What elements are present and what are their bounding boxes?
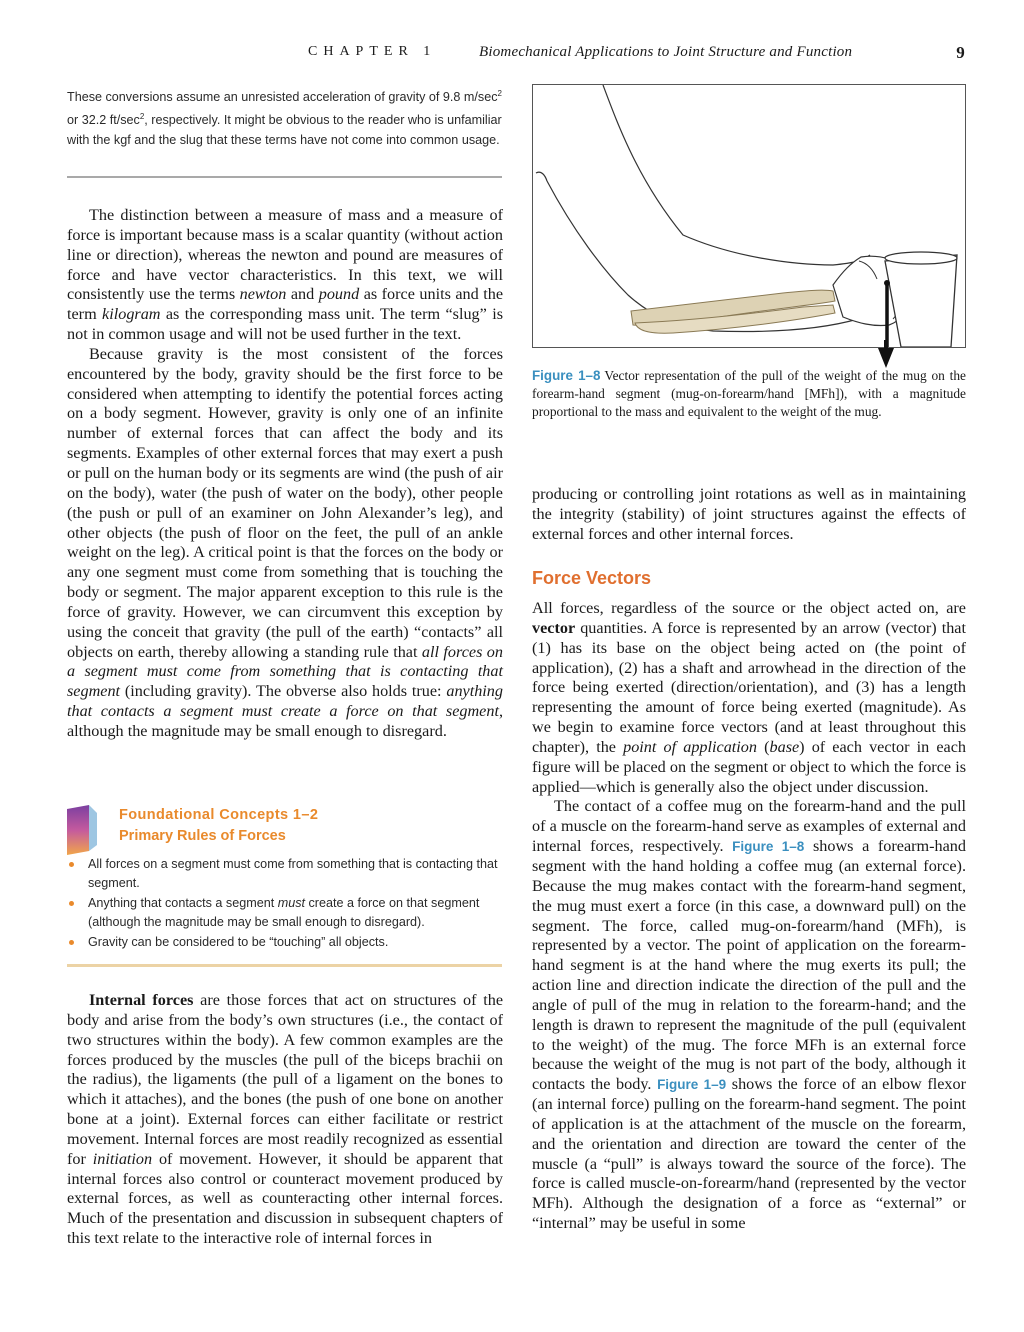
mug-rim [885, 252, 957, 264]
page-number: 9 [956, 43, 965, 62]
mug-body [885, 255, 957, 347]
note-text: , respectively. It might be obvious to the reader who is unfamiliar with the kgf and the slug that these terms have not come into common usage. [67, 113, 502, 148]
conversion-note [67, 84, 503, 150]
term-newton: newton [239, 285, 287, 304]
left-column-text [67, 206, 503, 742]
arm-upper-outline [603, 85, 870, 265]
section-heading-force-vectors: Force Vectors [532, 568, 652, 588]
list-item-text: All forces on a segment must come from something that is contacting that segment. [88, 857, 498, 891]
figure-label: Figure 1–8 [532, 368, 601, 383]
text-run: ) of each vector in each figure will be placed on the segment or object to which the force is applied—which is generally also the object under discussion. [532, 737, 967, 796]
paragraph-gravity [67, 345, 503, 742]
box-title: Foundational Concepts 1–2 [119, 807, 319, 823]
text-run: Because gravity is the most consistent of the forces encountered by the body, gravity should be the first force to be considered when attempting to identify the potential forces acting on a body segment. However, gravity is only one of an infinite number of external forces that can affect the body and its segments. Examples of other external forces that may exert a push or pull on the human body or its segments are wind (the push of air on the body), water (the push of water on the body), other people (the push or pull of an examiner on John Alexander’s leg), and other objects (the push of floor on the feet, the pull of an ankle weight on the leg). A critical point is that the forces on the body or any one segment must come from something that is touching the body or segment. The major apparent exception to this rule is the force of gravity. However, we can circumvent this exception by using the conceit that gravity (the pull of the earth) “contacts” all objects on earth, thereby allowing a standing rule that [67, 344, 503, 661]
paragraph-vector-definition [532, 599, 966, 797]
text-run: quantities. A force is represented by an arrow (vector) that (1) has its base on the object being acted on (the point of application), (2) has a shaft and arrowhead in the direction of the force being exerted (direction/orientation), and (3) has a length representing the amount of force being exerted (magnitude). As we begin to examine force vectors (and at least throughout this chapter), the [532, 618, 966, 756]
right-column-main-text [532, 599, 966, 1234]
text-run: are those forces that act on structures of the body and arise from the body’s own structures (i.e., the contact of two structures within the body). A few common examples are the forces produced by the muscles (the pull of the biceps brachii on the radius), the ligaments (the pull of a ligament on the bones to which it attaches), and the bones (the push of one bone on another bone at a joint). External forces can either facilitate or restrict movement. Internal forces are most readily recognized as essential for [67, 991, 503, 1168]
paragraph-internal-forces [67, 991, 503, 1249]
forearm-mug-illustration [533, 85, 965, 347]
figure-1-8-link[interactable]: Figure 1–8 [732, 839, 805, 855]
note-text: or 32.2 ft/sec [67, 113, 140, 128]
left-column-text-continued [67, 991, 503, 1249]
text-run: shows the force of an elbow flexor (an internal force) pulling on the forearm-hand segment. The point of application is at the attachment of the muscle on the forearm, and the orientation and direction are toward the center of the muscle (a “pull” is always toward the source of the force). The force is called muscle-on-forearm/hand (represented by the vector MFh). Although the designation of a force as “external” or “internal” may be useful in some [532, 1075, 966, 1233]
list-item [67, 855, 503, 894]
term-kilogram: kilogram [102, 305, 161, 324]
term-pound: pound [318, 285, 360, 304]
point-of-application [884, 280, 890, 286]
caption-text: Vector representation of the pull of the weight of the mug on the forearm-hand segment (mug-on-forearm/hand [MFh]), with a magnitude proportional to the mass and equivalent to the weight of the mug. [532, 368, 966, 419]
force-vector-shaft-extension [884, 340, 888, 350]
list-item [67, 894, 503, 933]
text-run: as the corresponding mass unit. The term “slug” is not in common usage and will not be used further in the text. [67, 305, 503, 344]
text-run: (including gravity). The obverse also holds true: [120, 682, 447, 701]
text-run: All forces, regardless of the source or the object acted on, are [532, 599, 966, 617]
paragraph-continued: producing or controlling joint rotations as well as in maintaining the integrity (stability) of joint structures against the effects of external forces and other internal forces. [532, 485, 966, 543]
rules-list [67, 855, 503, 952]
list-item-text: create a force on that segment (although the magnitude may be small enough to disregard). [88, 895, 480, 930]
note-superscript: 2 [497, 89, 502, 98]
list-item-emphasis: must [277, 895, 306, 910]
figure-1-9-link[interactable]: Figure 1–9 [657, 1077, 727, 1093]
right-column-text [532, 485, 966, 545]
figure-1-8 [532, 84, 966, 348]
book-icon [67, 805, 97, 855]
term-vector: vector [532, 618, 576, 637]
text-run: ( [756, 737, 770, 756]
figure-caption [532, 367, 966, 420]
text-run: as force units and the term [67, 285, 504, 324]
emphasis-rule: all forces on a segment must come from something that is contacting that segment [67, 642, 503, 701]
note-divider [67, 176, 502, 178]
list-item [67, 933, 503, 952]
box-subtitle: Primary Rules of Forces [119, 828, 286, 844]
list-item-text: Gravity can be considered to be “touching” all objects. [88, 934, 389, 949]
chapter-label: CHAPTER 1 [308, 44, 437, 59]
text-run: The contact of a coffee mug on the forearm-hand and the pull of a muscle on the forearm-hand serve as examples of external and internal forces, respectively. [532, 797, 966, 856]
text-run: of movement. However, it should be apparent that internal forces also control or counteract movement produced by external forces, as well as counteracting other internal forces. Much of the presentation and discussion in subsequent chapters of this text relate to the interactive role of internal forces in [67, 1149, 504, 1248]
chapter-title: Biomechanical Applications to Joint Structure and Function [479, 44, 853, 60]
note-superscript: 2 [139, 112, 145, 122]
text-run: shows a forearm-hand segment with the hand holding a coffee mug (an external force). Because the mug makes contact with the forearm-hand segment, the mug must exert a force (in this case, a downward pull) on the segment. The force, called mug-on-forearm/hand (MFh), is represented by a vector. The point of application on the forearm-hand segment is at the hand where the mug exerts its pull; the action line and direction indicate the direction of the pull and the angle of pull of the mug in relation to the forearm-hand; and the length is drawn to represent the magnitude of the pull (equivalent to the weight) of the mug. The force MFh is an external force because the weight of the mug is not part of the body, although it contacts the body. [532, 837, 966, 1094]
term-base: base [769, 737, 800, 756]
box-divider [67, 964, 502, 967]
text-run: The distinction between a measure of mass and a measure of force is important because mass is a scalar quantity (without action line or direction), whereas the newton and pound are measures of force and have vector characteristics. In this text, we will consistently use the terms [67, 206, 503, 304]
arm-outline [536, 172, 547, 181]
emphasis-obverse: anything that contacts a segment must create a force on that segment [67, 682, 503, 721]
note-text: These conversions assume an unresisted acceleration of gravity of 9.8 m/sec [67, 90, 498, 105]
term-point-of-application: point of application [623, 737, 757, 756]
term-internal-forces: Internal forces [89, 991, 194, 1009]
text-run: , although the magnitude may be small enough to disregard. [67, 702, 503, 740]
paragraph-mug-example [532, 797, 966, 1234]
paragraph-mass-vs-force [67, 206, 503, 345]
text-run: and [286, 285, 319, 304]
term-initiation: initiation [92, 1149, 153, 1168]
list-item-text: Anything that contacts a segment [88, 895, 278, 910]
